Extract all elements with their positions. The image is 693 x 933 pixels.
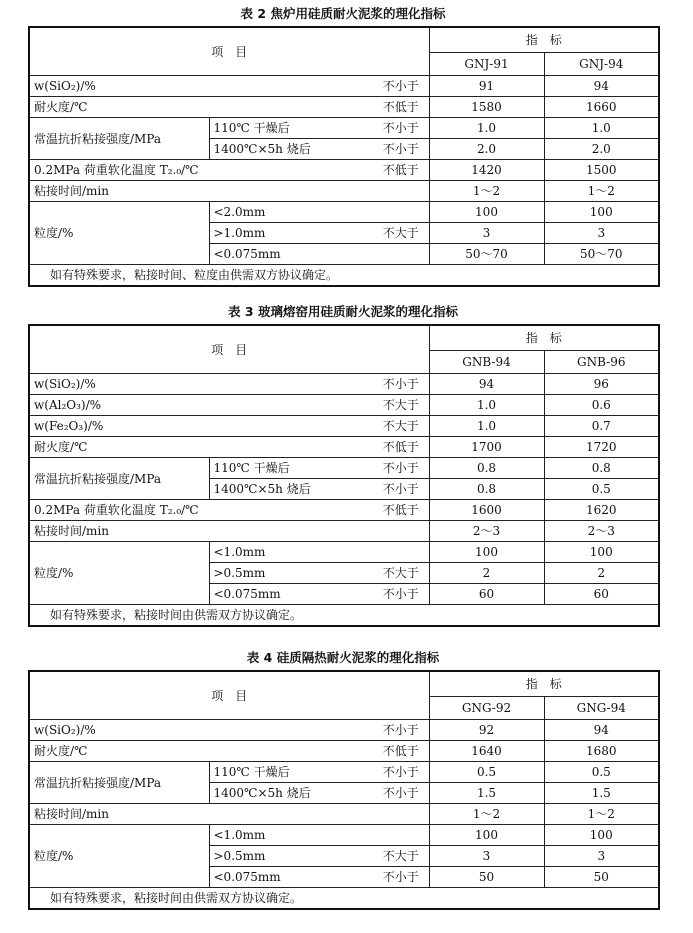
row-label: 耐火度/℃ [29,437,373,458]
value-cell: 0.8 [429,458,544,479]
row-label: 常温抗折粘接强度/MPa [29,762,209,804]
row-condition: <0.075mm [209,584,373,605]
value-cell: 1～2 [544,804,659,825]
row-label: 粘接时间/min [29,181,429,202]
header-indicator: 指 标 [429,671,659,697]
row-label: 粒度/% [29,542,209,605]
row-label: 耐火度/℃ [29,741,373,762]
row-condition: <1.0mm [209,542,373,563]
value-cell: 1620 [544,500,659,521]
table-row [29,416,659,437]
row-condition: >1.0mm [209,223,373,244]
value-cell: 94 [544,720,659,741]
table-row [29,437,659,458]
value-cell: 1680 [544,741,659,762]
table-row [29,500,659,521]
value-cell: 3 [544,223,659,244]
value-cell: 1.0 [429,118,544,139]
row-limit [373,202,429,223]
row-label: 粘接时间/min [29,521,429,542]
value-cell: 1.5 [429,783,544,804]
row-limit: 不小于 [373,783,429,804]
spec-table-2 [28,26,660,287]
value-cell: 1580 [429,97,544,118]
value-cell: 96 [544,374,659,395]
table-caption: 表 2 焦炉用硅质耐火泥浆的理化指标 [240,6,446,21]
value-cell: 0.6 [544,395,659,416]
value-cell: 2 [429,563,544,584]
row-limit: 不小于 [373,118,429,139]
table-row [29,762,659,783]
header-grade: GNG-94 [544,697,659,720]
row-limit: 不低于 [373,500,429,521]
row-label: w(Fe₂O₃)/% [29,416,373,437]
value-cell: 1500 [544,160,659,181]
header-item: 项 目 [29,27,429,76]
table-header-row [29,27,659,53]
header-grade: GNJ-94 [544,53,659,76]
value-cell: 60 [429,584,544,605]
value-cell: 100 [544,542,659,563]
value-cell: 0.8 [429,479,544,500]
value-cell: 50～70 [429,244,544,265]
row-label: 粘接时间/min [29,804,429,825]
value-cell: 60 [544,584,659,605]
table-row [29,118,659,139]
row-limit: 不大于 [373,223,429,244]
row-limit: 不小于 [373,76,429,97]
row-limit: 不小于 [373,479,429,500]
row-label: 耐火度/℃ [29,97,373,118]
table-2-block [28,2,658,287]
row-label: 0.2MPa 荷重软化温度 T₂.₀/℃ [29,500,373,521]
spec-table-4 [28,670,660,910]
row-limit: 不大于 [373,416,429,437]
table-row [29,741,659,762]
header-grade: GNB-94 [429,351,544,374]
value-cell: 94 [544,76,659,97]
row-label: w(SiO₂)/% [29,374,373,395]
table-header-row [29,325,659,351]
value-cell: 0.5 [429,762,544,783]
value-cell: 0.7 [544,416,659,437]
row-limit: 不低于 [373,160,429,181]
table-row [29,395,659,416]
row-limit [373,542,429,563]
value-cell: 3 [544,846,659,867]
value-cell: 1700 [429,437,544,458]
table-caption: 表 3 玻璃熔窑用硅质耐火泥浆的理化指标 [228,304,458,319]
row-label: w(SiO₂)/% [29,720,373,741]
table-row [29,542,659,563]
row-limit: 不小于 [373,584,429,605]
header-indicator: 指 标 [429,27,659,53]
row-limit [373,825,429,846]
header-indicator: 指 标 [429,325,659,351]
row-limit: 不低于 [373,741,429,762]
table-row [29,374,659,395]
spec-table-3 [28,324,660,627]
header-item: 项 目 [29,325,429,374]
table-note-row [29,888,659,910]
header-item: 项 目 [29,671,429,720]
row-label: w(Al₂O₃)/% [29,395,373,416]
table-row [29,97,659,118]
value-cell: 2 [544,563,659,584]
row-limit: 不低于 [373,97,429,118]
row-limit: 不小于 [373,139,429,160]
table-note: 如有特殊要求，粘接时间由供需双方协议确定。 [29,888,659,910]
value-cell: 1.5 [544,783,659,804]
row-limit: 不大于 [373,563,429,584]
value-cell: 50～70 [544,244,659,265]
row-condition: 1400℃×5h 烧后 [209,783,373,804]
row-condition: 110℃ 干燥后 [209,762,373,783]
table-4-block [28,646,658,910]
header-grade: GNB-96 [544,351,659,374]
value-cell: 1640 [429,741,544,762]
row-limit [373,244,429,265]
row-limit: 不小于 [373,458,429,479]
value-cell: 1～2 [544,181,659,202]
header-grade: GNG-92 [429,697,544,720]
value-cell: 0.5 [544,479,659,500]
value-cell: 0.5 [544,762,659,783]
row-limit: 不大于 [373,395,429,416]
table-row [29,720,659,741]
table-note: 如有特殊要求，粘接时间、粒度由供需双方协议确定。 [29,265,659,287]
row-label: 粒度/% [29,202,209,265]
row-limit: 不小于 [373,374,429,395]
row-limit: 不小于 [373,720,429,741]
table-row [29,825,659,846]
row-condition: >0.5mm [209,846,373,867]
value-cell: 100 [544,202,659,223]
value-cell: 94 [429,374,544,395]
table-row [29,202,659,223]
row-limit: 不大于 [373,846,429,867]
row-label: 0.2MPa 荷重软化温度 T₂.₀/℃ [29,160,373,181]
table-header-row [29,671,659,697]
row-condition: <0.075mm [209,867,373,888]
row-limit: 不小于 [373,762,429,783]
header-grade: GNJ-91 [429,53,544,76]
value-cell: 91 [429,76,544,97]
table-row [29,804,659,825]
value-cell: 92 [429,720,544,741]
table-note-row [29,605,659,627]
row-condition: <2.0mm [209,202,373,223]
value-cell: 1660 [544,97,659,118]
value-cell: 3 [429,846,544,867]
row-condition: 110℃ 干燥后 [209,118,373,139]
value-cell: 2.0 [544,139,659,160]
value-cell: 1.0 [544,118,659,139]
value-cell: 2～3 [544,521,659,542]
row-label: 常温抗折粘接强度/MPa [29,458,209,500]
value-cell: 100 [544,825,659,846]
value-cell: 0.8 [544,458,659,479]
table-note: 如有特殊要求，粘接时间由供需双方协议确定。 [29,605,659,627]
row-label: 常温抗折粘接强度/MPa [29,118,209,160]
row-label: 粒度/% [29,825,209,888]
value-cell: 100 [429,542,544,563]
row-limit: 不小于 [373,867,429,888]
value-cell: 2～3 [429,521,544,542]
table-note-row [29,265,659,287]
value-cell: 50 [429,867,544,888]
value-cell: 1～2 [429,804,544,825]
value-cell: 1.0 [429,416,544,437]
row-condition: >0.5mm [209,563,373,584]
row-condition: 1400℃×5h 烧后 [209,139,373,160]
table-3-block [28,300,658,627]
table-caption: 表 4 硅质隔热耐火泥浆的理化指标 [246,650,440,665]
row-condition: <0.075mm [209,244,373,265]
table-row [29,181,659,202]
value-cell: 1720 [544,437,659,458]
value-cell: 100 [429,825,544,846]
row-condition: 1400℃×5h 烧后 [209,479,373,500]
value-cell: 2.0 [429,139,544,160]
table-row [29,521,659,542]
row-condition: <1.0mm [209,825,373,846]
value-cell: 100 [429,202,544,223]
table-row [29,76,659,97]
value-cell: 1～2 [429,181,544,202]
value-cell: 1600 [429,500,544,521]
value-cell: 3 [429,223,544,244]
row-label: w(SiO₂)/% [29,76,373,97]
value-cell: 1420 [429,160,544,181]
row-limit: 不低于 [373,437,429,458]
table-row [29,160,659,181]
row-condition: 110℃ 干燥后 [209,458,373,479]
value-cell: 1.0 [429,395,544,416]
value-cell: 50 [544,867,659,888]
table-row [29,458,659,479]
